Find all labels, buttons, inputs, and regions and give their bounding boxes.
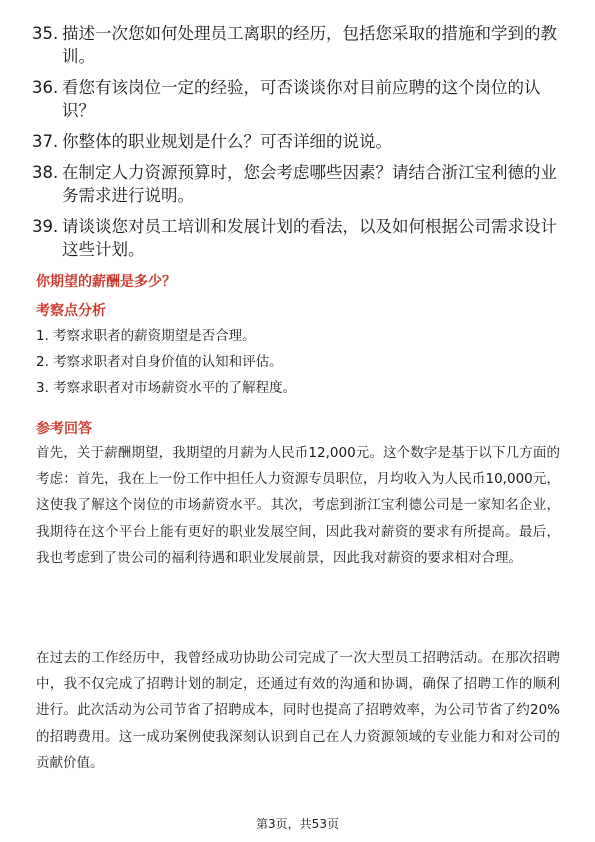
analysis-item: 2. 考察求职者对自身价值的认知和评估。 [36,354,283,370]
answer-heading: 参考回答 [36,421,92,437]
question-number: 38. [32,163,59,182]
analysis-item: 1. 考察求职者的薪资期望是否合理。 [36,328,256,344]
page-number: 第3页，共53页 [256,817,339,831]
analysis-heading: 考察点分析 [36,303,106,319]
analysis-list [36,326,556,404]
question-item [32,161,567,207]
question-number: 37. [32,132,59,151]
question-text: 描述一次您如何处理员工离职的经历，包括您采取的措施和学到的教训。 [62,24,557,66]
question-item [32,215,567,261]
question-text: 请谈谈您对员工培训和发展计划的看法，以及如何根据公司需求设计这些计划。 [62,217,557,259]
question-number: 39. [32,217,59,236]
question-list [32,22,567,269]
answer-paragraph: 在过去的工作经历中，我曾经成功协助公司完成了一次大型员工招聘活动。在那次招聘中，我不仅完成了招聘计划的制定，还通过有效的沟通和协调，确保了招聘工作的顺利进行。此次活动为公司节省了招聘成本，同时也提高了招聘效率，为公司节省了约20%的招聘费用。这一成功案例使我深刻认识到自己在人力资源领域的专业能力和对公司的贡献价值。 [36,650,560,771]
question-number: 35. [32,24,59,43]
question-text: 看您有该岗位一定的经验，可否谈谈你对目前应聘的这个岗位的认识？ [62,78,541,120]
section-heading: 你期望的薪酬是多少？ [36,274,176,290]
question-text: 你整体的职业规划是什么？可否详细的说说。 [62,132,392,151]
question-item [32,76,567,122]
question-item [32,22,567,68]
question-number: 36. [32,78,59,97]
question-item [32,130,567,153]
analysis-item: 3. 考察求职者对市场薪资水平的了解程度。 [36,380,297,396]
question-text: 在制定人力资源预算时，您会考虑哪些因素？请结合浙江宝利德的业务需求进行说明。 [62,163,557,205]
answer-paragraph: 首先，关于薪酬期望，我期望的月薪为人民币12,000元。这个数字是基于以下几方面的考虑：首先，我在上一份工作中担任人力资源专员职位，月均收入为人民币10,000元，这使我了解这个岗位的市场薪资水平。其次，考虑到浙江宝利德公司是一家知名企业，我期待在这个平台上能有更好的职业发展空间，因此我对薪资的要求有所提高。最后，我也考虑到了贵公司的福利待遇和职业发展前景，因此我对薪资的要求相对合理。 [36,445,560,566]
